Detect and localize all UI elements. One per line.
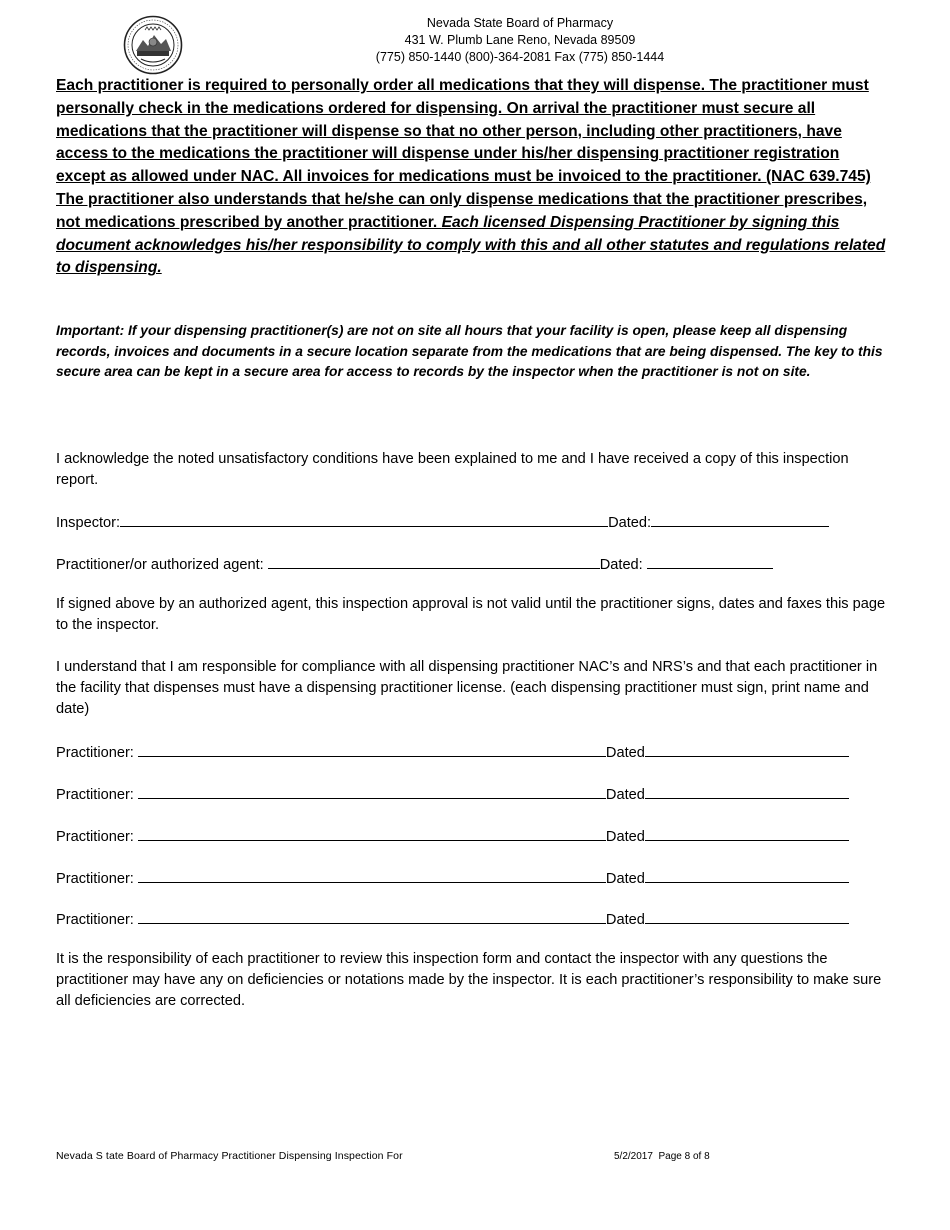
practitioner-signature-row [56,866,849,890]
practitioner-label: Practitioner: [56,871,138,887]
practitioner-dated-label: Dated [605,912,645,928]
practitioner-signature-row [56,782,849,806]
inspector-date-field[interactable] [651,510,829,527]
practitioner-dated-label: Dated [605,871,645,887]
requirements-text: Each practitioner is required to personally order all medications that they will dispense. The practitioner must personally check in the medications ordered for dispensing. On arrival the practitioner must secure all medications that the practitioner will dispense so that no other person, including other practitioners, have access to the medications the practitioner will dispense under his/her dispensing practitioner registration except as allowed under NAC. All invoices for medications must be invoiced to the practitioner. (NAC 639.745) The practitioner also understands that he/she can only dispense medications that the practitioner prescribes, not medications prescribed by another practitioner. [56,77,871,231]
practitioner-signature-field[interactable] [138,782,606,799]
org-phones: (775) 850-1440 (800)-364-2081 Fax (775) 850-1444 [375,50,665,64]
agent-signature-row [56,552,773,576]
inspector-label: Inspector: [56,515,121,531]
agent-signature-field[interactable] [268,552,600,569]
footer-document-title: Nevada S tate Board of Pharmacy Practitioner Dispensing Inspection For [56,1150,403,1162]
practitioner-date-field[interactable] [645,866,849,883]
inspector-signature-row [56,510,829,534]
practitioner-label: Practitioner: [56,829,138,845]
letterhead [300,15,740,66]
practitioner-label: Practitioner: [56,745,138,761]
practitioner-dated-label: Dated [605,745,645,761]
practitioner-signature-row [56,824,849,848]
agent-dated-label: Dated: [599,557,647,573]
important-note: Important: If your dispensing practitioner(s) are not on site all hours that your facility is open, please keep all dispensing records, invoices and documents in a secure location separate from the medications that are being dispensed. The key to this secure area can be kept in a secure area for access to records by the inspector when the practitioner is not on site. [56,323,883,380]
practitioner-signature-row [56,907,849,931]
nevada-state-seal-icon [123,15,183,75]
responsibility-text: I understand that I am responsible for compliance with all dispensing practitioner NAC’s and NRS’s and that each practitioner in the facility that dispenses must have a dispensing practitioner license. (each dispensing practitioner must sign, print name and date) [56,659,878,717]
agent-date-field[interactable] [647,552,773,569]
practitioner-date-field[interactable] [645,824,849,841]
org-name: Nevada State Board of Pharmacy [426,16,614,30]
acknowledgement-italic-text: Each licensed Dispensing Practitioner by signing this document acknowledges his/her responsibility to comply with this and all other statutes and regulations related to dispensing. [56,213,886,277]
practitioner-signature-field[interactable] [138,824,606,841]
org-address: 431 W. Plumb Lane Reno, Nevada 89509 [404,33,636,47]
practitioner-date-field[interactable] [645,740,849,757]
practitioner-signature-row [56,740,849,764]
practitioner-signature-field[interactable] [138,866,606,883]
inspector-dated-label: Dated: [608,515,652,531]
footer-date-page: 5/2/2017 Page 8 of 8 [614,1151,710,1162]
practitioner-signature-field[interactable] [138,740,606,757]
practitioner-dated-label: Dated [605,829,645,845]
closing-text: It is the responsibility of each practitioner to review this inspection form and contact the inspector with any questions the practitioner may have any on deficiencies or notations made by the inspector. It is each practitioner’s responsibility to make sure all deficiencies are corrected. [56,951,882,1009]
agent-note-text: If signed above by an authorized agent, this inspection approval is not valid until the practitioner signs, dates and faxes this page to the inspector. [56,596,886,633]
inspector-signature-field[interactable] [120,510,608,527]
practitioner-requirements-paragraph [56,75,888,280]
practitioner-date-field[interactable] [645,782,849,799]
agent-label: Practitioner/or authorized agent: [56,557,268,573]
practitioner-label: Practitioner: [56,912,138,928]
practitioner-dated-label: Dated [605,787,645,803]
practitioner-signature-field[interactable] [138,907,606,924]
practitioner-date-field[interactable] [645,907,849,924]
practitioner-label: Practitioner: [56,787,138,803]
acknowledge-text: I acknowledge the noted unsatisfactory conditions have been explained to me and I have received a copy of this inspection report. [56,451,849,488]
